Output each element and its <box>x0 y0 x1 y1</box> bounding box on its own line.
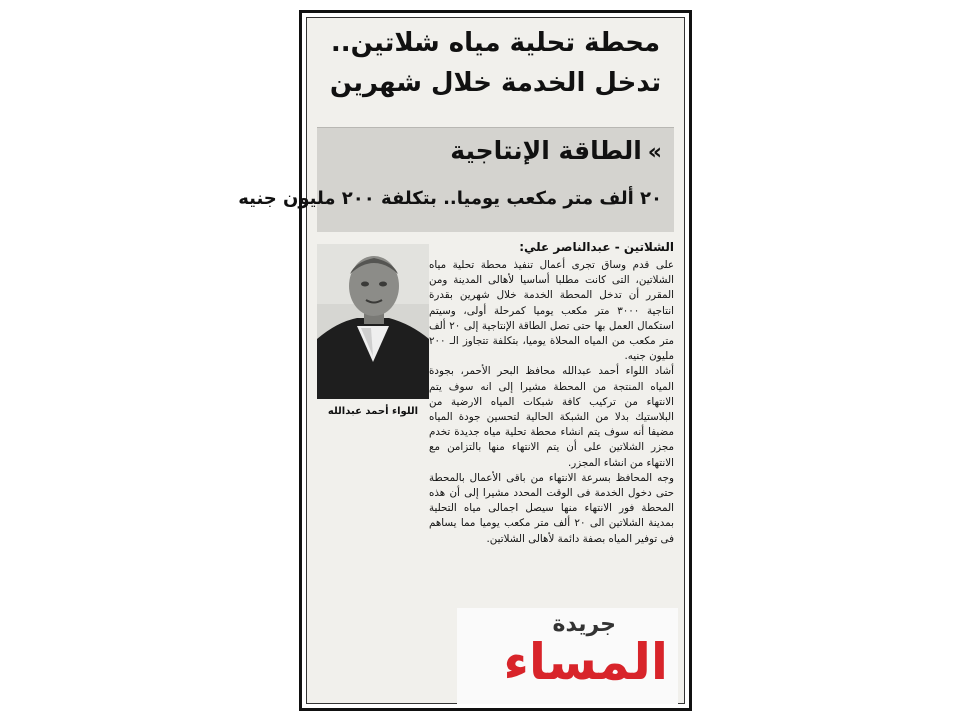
logo-small-text: جريدة <box>552 612 616 637</box>
newspaper-clipping <box>238 17 685 704</box>
subhead-box <box>238 127 674 232</box>
byline: الشلاتين - عبدالناصر علي: <box>519 240 674 254</box>
subhead-title <box>327 136 662 165</box>
article-paragraph: أشاد اللواء أحمد عبدالله محافظ البحر الأحمر، بجودة المياه المنتجة من المحطة مشيرا إلى انه سوف يتم الانتهاء من تركيب كافة شبكات المياه الارضية من البلاستيك بدلا من الشبكة الحالية لتحسين جودة المياه مضيفا أنه سوف يتم انشاء محطة تحلية مياه جديدة تخدم مجزر الشلاتين على أن يتم الانتهاء منها بالتزامن مع الانتهاء من انشاء المجزر. <box>429 365 674 469</box>
subhead-line: ٢٠ ألف متر مكعب يوميا.. بتكلفة ٢٠٠ مليون جنيه <box>238 188 662 209</box>
headline-line-1: محطة تحلية مياه شلاتين.. <box>330 28 661 58</box>
portrait-photo <box>317 244 429 399</box>
logo-main-text: المساء <box>503 633 668 691</box>
newspaper-clipping-frame <box>238 10 692 711</box>
article-paragraph: وجه المحافظ بسرعة الانتهاء من باقى الأعمال بالمحطة حتى دخول الخدمة فى الوقت المحدد مشيرا إلى أن هذه المحطة فور الانتهاء منها سيصل اجمالى مياه التحلية بمدينة الشلاتين الى ٢٠ ألف متر مكعب يوميا مما يساهم فى توفير المياه بصفة دائمة لأهالى الشلاتين. <box>429 471 674 545</box>
photo-caption: اللواء أحمد عبدالله <box>327 406 419 417</box>
subhead-title-text: الطاقة الإنتاجية <box>450 136 642 165</box>
double-chevron-icon: » <box>647 140 662 165</box>
newspaper-logo <box>457 608 678 704</box>
article-paragraph: على قدم وساق تجرى أعمال تنفيذ محطة تحلية مياه الشلاتين، التى كانت مطلبا أساسيا لأهالى المدينة ومن المقرر أن تدخل المحطة الخدمة خلال شهرين بقدرة انتاجية ٣٠٠٠ متر مكعب يوميا كمرحلة أولى، وسيتم استكمال العمل بها حتى تصل الطاقة الإنتاجية إلى ٢٠ ألف متر مكعب من المياه المحلاة يوميا، بتكلفة تتجاوز الـ ٢٠٠ مليون جنيه. <box>429 259 674 363</box>
article-body <box>429 258 674 547</box>
headline-line-2: تدخل الخدمة خلال شهرين <box>329 68 662 98</box>
portrait-illustration <box>317 244 429 399</box>
